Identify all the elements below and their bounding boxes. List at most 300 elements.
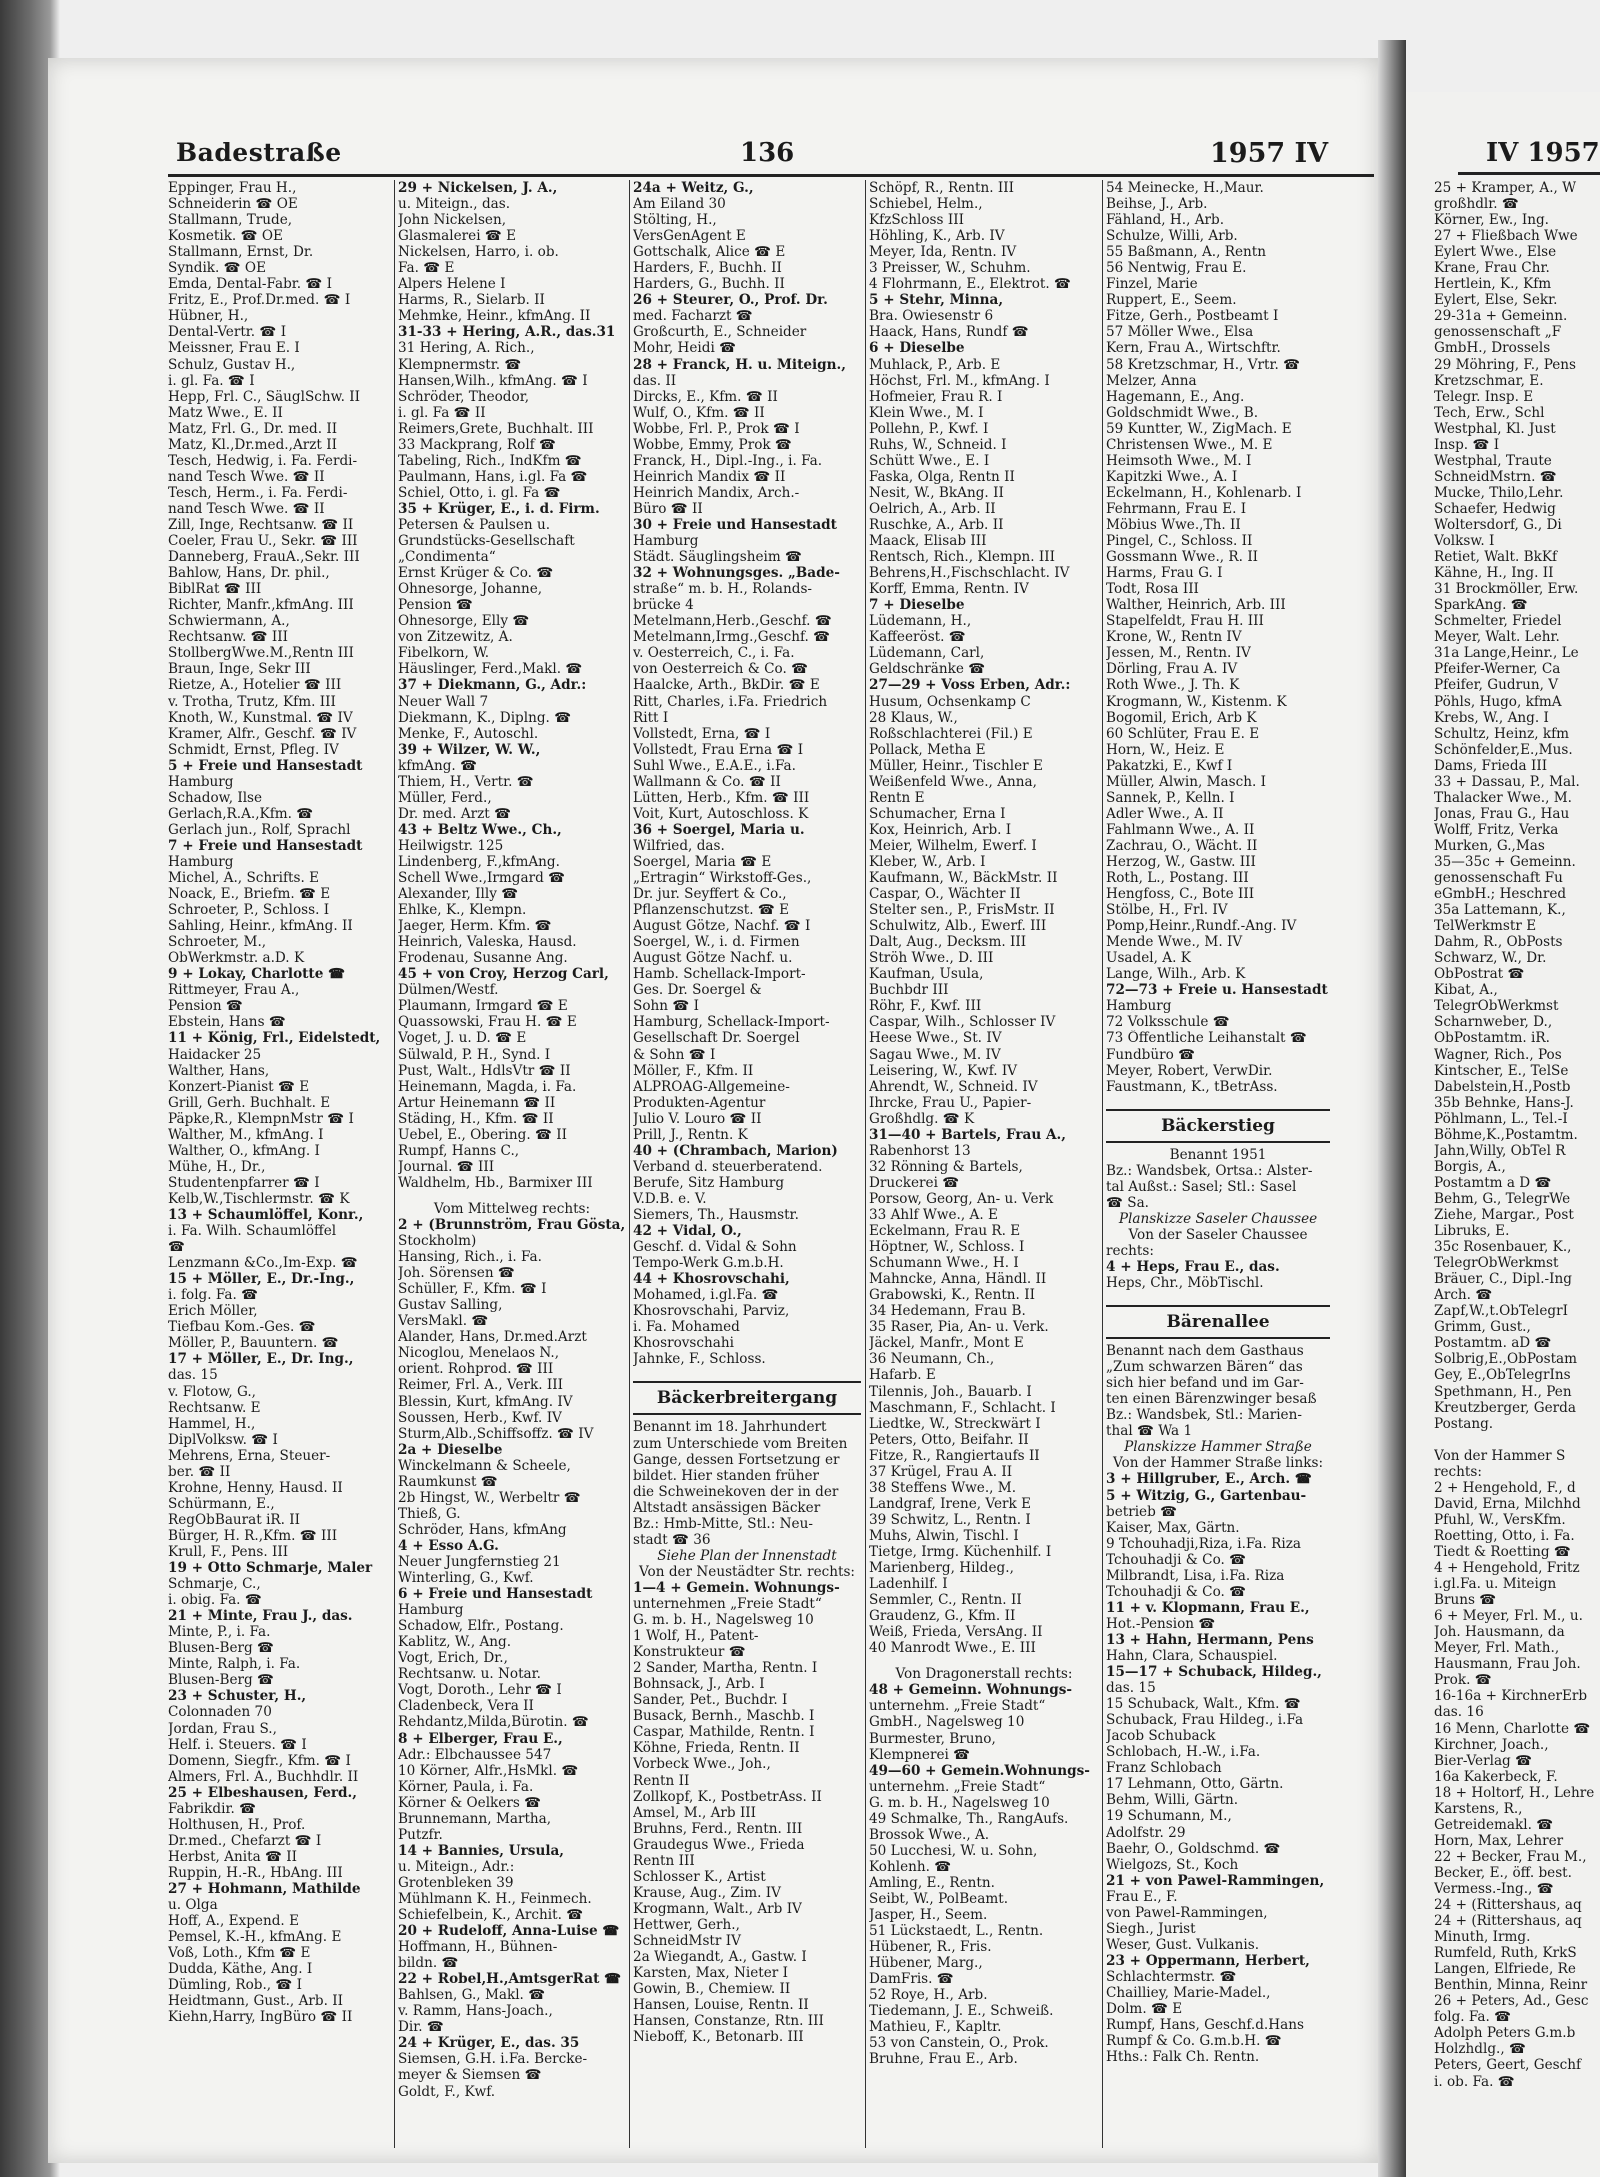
directory-entry: Körner, Paula, i. Fa.: [398, 1778, 534, 1795]
directory-entry: Christensen Wwe., M. E: [1106, 436, 1273, 453]
directory-entry: Eppinger, Frau H.,: [168, 180, 297, 196]
directory-entry: 1—4 + Gemein. Wohnungs-: [633, 1579, 840, 1596]
directory-entry: 38 Steffens Wwe., M.: [869, 1479, 1017, 1496]
directory-entry: Vollstedt, Frau Erna ☎ I: [633, 741, 804, 758]
directory-entry: Fitze, Gerh., Postbeamt I: [1106, 308, 1279, 325]
directory-entry: Hagemann, E., Ang.: [1106, 388, 1245, 405]
directory-entry: Vermess.-Ing., ☎: [1434, 1880, 1554, 1897]
directory-entry: [1106, 1291, 1330, 1301]
directory-entry: Müller, Ferd.,: [398, 789, 492, 806]
directory-entry: 73 Öffentliche Leihanstalt ☎: [1106, 1030, 1307, 1047]
directory-entry: Todt, Rosa III: [1106, 581, 1199, 598]
directory-entry: Glasmalerei ☎ E: [398, 228, 517, 245]
directory-entry: Goldschmidt Wwe., B.: [1106, 404, 1259, 421]
street-header: Badestraße: [176, 138, 342, 167]
directory-entry: Chailliey, Marie-Madel.,: [1106, 1984, 1271, 2001]
directory-entry: 35a Lattemann, K.,: [1434, 902, 1566, 919]
directory-entry: Schürmann, E.,: [168, 1495, 275, 1512]
directory-entry: 32 + Wohnungsges. „Bade-: [633, 565, 840, 582]
directory-entry: Dir. ☎: [398, 2019, 444, 2036]
directory-entry: Hamburg: [1106, 998, 1172, 1015]
directory-entry: Rumfeld, Ruth, KrkS: [1434, 1945, 1577, 1962]
directory-entry: Hamb. Schellack-Import-: [633, 966, 806, 983]
directory-entry: ALPROAG-Allgemeine-: [633, 1078, 790, 1095]
directory-entry: Gustav Salling,: [398, 1297, 503, 1314]
directory-entry: Horn, W., Heiz. E: [1106, 741, 1225, 758]
directory-entry: Schiefelbein, K., Archit. ☎: [398, 1907, 584, 1924]
directory-entry: Schiebel, Helm.,: [869, 196, 983, 213]
directory-entry: Waldhelm, Hb., Barmixer III: [398, 1174, 593, 1191]
directory-entry: Ebstein, Hans ☎: [168, 1014, 286, 1031]
directory-entry: Pollack, Metha E: [869, 741, 986, 758]
directory-entry: Von der Neustädter Str. rechts:: [638, 1563, 855, 1580]
directory-entry: Städt. Säuglingsheim ☎: [633, 549, 802, 566]
directory-entry: Danneberg, FrauA.,Sekr. III: [168, 549, 360, 566]
directory-entry: 4 Flohrmann, E., Elektrot. ☎: [869, 276, 1071, 293]
directory-entry: Hahn, Clara, Schauspiel.: [1106, 1647, 1278, 1664]
directory-entry: 72—73 + Freie u. Hansestadt: [1106, 982, 1328, 999]
directory-entry: Karsten, Max, Nieter I: [633, 1965, 788, 1982]
directory-entry: Kern, Frau A., Wirtschftr.: [1106, 340, 1281, 357]
directory-entry: Paulmann, Hans, i.gl. Fa ☎: [398, 468, 588, 485]
directory-entry: 33 + Dassau, P., Mal.: [1434, 773, 1580, 790]
directory-entry: Nieboff, K., Betonarb. III: [633, 2029, 804, 2046]
directory-entry: Ernst Krüger & Co. ☎: [398, 565, 554, 582]
directory-entry: Krohne, Henny, Hausd. II: [168, 1479, 343, 1496]
directory-entry: die Schweinekoven der in der: [633, 1483, 839, 1500]
directory-entry: med. Facharzt ☎: [633, 308, 753, 325]
directory-entry: Schröder, Theodor,: [398, 388, 530, 405]
directory-entry: Büro ☎ II: [633, 500, 703, 517]
directory-entry: Pfuhl, W., VersKfm.: [1434, 1511, 1566, 1528]
directory-entry: von Oesterreich & Co. ☎: [633, 661, 809, 678]
directory-entry: Ruhs, W., Schneid. I: [869, 436, 1007, 453]
directory-entry: 24a + Weitz, G.,: [633, 180, 754, 196]
directory-entry: Metelmann,Herb.,Geschf. ☎: [633, 613, 832, 630]
directory-entry: Bräuer, C., Dipl.-Ing: [1434, 1271, 1572, 1288]
directory-entry: nand Tesch Wwe. ☎ II: [168, 500, 325, 517]
directory-entry: Karstens, R.,: [1434, 1800, 1523, 1817]
directory-entry: 23 + Schuster, H.,: [168, 1688, 307, 1705]
directory-entry: Meyer, Walt. Lehr.: [1434, 629, 1560, 646]
directory-entry: 44 + Khosrovschahi,: [633, 1271, 790, 1288]
directory-entry: Produkten-Agentur: [633, 1094, 766, 1111]
directory-entry: Husum, Ochsenkamp C: [869, 693, 1031, 710]
directory-entry: 59 Kuntter, W., ZigMach. E: [1106, 420, 1292, 437]
directory-entry: Von Dragonerstall rechts:: [895, 1666, 1073, 1683]
directory-entry: Tiedt & Roetting ☎: [1434, 1543, 1571, 1560]
directory-entry: 37 Krügel, Frau A. II: [869, 1463, 1013, 1480]
directory-entry: 23 + Oppermann, Herbert,: [1106, 1952, 1310, 1969]
directory-entry: Insp. ☎ I: [1434, 436, 1500, 453]
directory-entry: „Zum schwarzen Bären“ das: [1106, 1359, 1303, 1376]
directory-entry: 21 + von Pawel-Rammingen,: [1106, 1872, 1325, 1889]
directory-entry: Körner & Oelkers ☎: [398, 1794, 542, 1811]
directory-entry: Pension ☎: [398, 597, 473, 614]
directory-entry: 28 + Franck, H. u. Miteign.,: [633, 356, 847, 373]
directory-entry: Cladenbeck, Vera II: [398, 1698, 534, 1715]
directory-entry: Bra. Owiesenstr 6: [869, 308, 994, 325]
column-divider: [394, 180, 395, 2148]
directory-entry: Hamburg: [633, 533, 699, 550]
directory-entry: Wilfried, das.: [633, 837, 725, 854]
directory-entry: Planskizze Hammer Straße: [1124, 1439, 1312, 1456]
directory-entry: Hertlein, K., Kfm: [1434, 276, 1552, 293]
directory-entry: Schmarje, C.,: [168, 1576, 261, 1593]
directory-entry: Korff, Emma, Rentn. IV: [869, 581, 1029, 598]
directory-entry: Sülwald, P. H., Synd. I: [398, 1046, 551, 1063]
directory-entry: Hot.-Pension ☎: [1106, 1615, 1216, 1632]
directory-entry: Kibat, A.,: [1434, 982, 1498, 999]
directory-entry: folg. Fa. ☎: [1434, 2009, 1512, 2026]
directory-entry: Kapitzki Wwe., A. I: [1106, 468, 1238, 485]
directory-entry: Pollehn, P., Kwf. I: [869, 420, 989, 437]
directory-entry: Stölbe, H., Frl. IV: [1106, 902, 1228, 919]
directory-entry: Benannt nach dem Gasthaus: [1106, 1343, 1304, 1360]
directory-entry: Nicoglou, Menelaos N.,: [398, 1345, 560, 1362]
directory-entry: Almers, Frl. A., Buchhdlr. II: [168, 1768, 359, 1785]
directory-entry: Möller, P., Bauuntern. ☎: [168, 1335, 339, 1352]
directory-entry: Roetting, Otto, i. Fa.: [1434, 1527, 1575, 1544]
directory-entry: 31 Brockmöller, Erw.: [1434, 581, 1579, 598]
directory-entry: Sander, Pet., Buchdr. I: [633, 1692, 788, 1709]
directory-entry: Siegh., Jurist: [1106, 1920, 1196, 1937]
directory-entry: rechts:: [1106, 1242, 1154, 1259]
directory-entry: Meyer, Ida, Rentn. IV: [869, 244, 1017, 261]
directory-entry: Matz, Frl. G., Dr. med. II: [168, 420, 338, 437]
directory-entry: i. gl. Fa ☎ II: [398, 404, 486, 421]
directory-entry: Getreidemakl. ☎: [1434, 1816, 1554, 1833]
directory-entry: u. Miteign., Adr.:: [398, 1858, 515, 1875]
directory-entry: 49—60 + Gemein.Wohnungs-: [869, 1762, 1090, 1779]
directory-entry: 72 Volksschule ☎: [1106, 1014, 1230, 1031]
directory-entry: Borgis, A.,: [1434, 1158, 1506, 1175]
directory-entry: Siehe Plan der Innenstadt: [657, 1547, 837, 1564]
directory-entry: Schultz, Heinz, kfm: [1434, 725, 1570, 742]
edition-year: 1957 IV: [1210, 138, 1329, 169]
directory-entry: Pöhls, Hugo, kfmA: [1434, 693, 1562, 710]
directory-entry: 24 + (Rittershaus, aq: [1434, 1897, 1582, 1914]
directory-entry: thal ☎ Wa 1: [1106, 1423, 1193, 1440]
directory-entry: Bz.: Hmb-Mitte, Stl.: Neu-: [633, 1515, 813, 1532]
directory-entry: Tesch, Herm., i. Fa. Ferdi-: [168, 484, 348, 501]
directory-entry: Graudenz, G., Kfm. II: [869, 1608, 1016, 1625]
directory-entry: Dülmen/Westf.: [398, 982, 499, 999]
directory-entry: Kleber, W., Arb. I: [869, 853, 986, 870]
directory-entry: Weiß, Frieda, VersAng. II: [869, 1624, 1043, 1641]
directory-entry: 18 + Holtorf, H., Lehre: [1434, 1784, 1595, 1801]
directory-entry: Dircks, E., Kfm. ☎ II: [633, 388, 778, 405]
directory-entry: das. 15: [168, 1367, 218, 1384]
directory-entry: Krone, W., Rentn IV: [1106, 629, 1242, 646]
directory-entry: Nesit, W., BkAng. II: [869, 484, 1004, 501]
directory-entry: Mehrens, Erna, Steuer-: [168, 1447, 331, 1464]
directory-entry: 53 von Canstein, O., Prok.: [869, 2035, 1049, 2052]
directory-entry: Marienberg, Hildeg.,: [869, 1560, 1014, 1577]
directory-entry: Schumann Wwe., H. I: [869, 1255, 1019, 1272]
directory-entry: Mühlmann K. H., Feinmech.: [398, 1890, 592, 1907]
directory-entry: Alander, Hans, Dr.med.Arzt: [398, 1329, 587, 1346]
directory-entry: orient. Rohprod. ☎ III: [398, 1361, 554, 1378]
directory-entry: Peters, Geert, Geschf: [1434, 2057, 1582, 2074]
directory-entry: 30 + Freie und Hansestadt: [633, 516, 837, 533]
directory-entry: Krull, F., Pens. III: [168, 1543, 289, 1560]
right-page-header-rule: [1458, 172, 1600, 175]
directory-entry: 55 Baßmann, A., Rentn: [1106, 244, 1266, 261]
directory-entry: Schmidt, Ernst, Pfleg. IV: [168, 741, 339, 758]
directory-entry: Richter, Manfr.,kfmAng. III: [168, 597, 354, 614]
directory-entry: Burmester, Bruno,: [869, 1730, 996, 1747]
directory-entry: 1 Wolf, H., Patent-: [633, 1628, 759, 1645]
directory-entry: ber. ☎ II: [168, 1463, 231, 1480]
directory-entry: Rabenhorst 13: [869, 1142, 971, 1159]
directory-entry: Eckelmann, Frau R. E: [869, 1223, 1021, 1240]
directory-entry: Kretzschmar, E.: [1434, 372, 1544, 389]
directory-entry: Bürger, H. R.,Kfm. ☎ III: [168, 1527, 338, 1544]
directory-entry: Leisering, W., Kwf. IV: [869, 1062, 1018, 1079]
directory-entry: Braun, Inge, Sekr III: [168, 661, 311, 678]
directory-entry: Mathieu, F., Kapltr.: [869, 2019, 1002, 2036]
directory-entry: Schütt Wwe., E. I: [869, 452, 990, 469]
directory-entry: Maack, Elisab III: [869, 533, 987, 550]
directory-entry: Kaufmann, W., BäckMstr. II: [869, 870, 1058, 887]
directory-entry: 48 + Gemeinn. Wohnungs-: [869, 1682, 1073, 1699]
directory-entry: Winterling, G., Kwf.: [398, 1570, 534, 1587]
directory-entry: 28 Klaus, W.,: [869, 709, 958, 726]
directory-entry: Schroeter, M.,: [168, 934, 267, 951]
directory-entry: Ohnesorge, Johanne,: [398, 581, 543, 598]
directory-entry: Rehdantz,Milda,Bürotin. ☎: [398, 1714, 589, 1731]
directory-entry: Kosmetik. ☎ OE: [168, 228, 283, 245]
directory-entry: Ehlke, K., Klempn.: [398, 902, 527, 919]
directory-entry: 14 + Bannies, Ursula,: [398, 1842, 565, 1859]
directory-entry: Schroeter, P., Schloss. I: [168, 902, 330, 919]
directory-entry: Postamtm a D ☎: [1434, 1174, 1552, 1191]
directory-column-5: [1106, 180, 1330, 2150]
directory-entry: 33 Ahlf Wwe., A. E: [869, 1207, 998, 1223]
directory-entry: Krane, Frau Chr.: [1434, 260, 1550, 277]
directory-entry: Rumpf & Co. G.m.b.H. ☎: [1106, 2033, 1282, 2050]
directory-entry: 58 Kretzschmar, H., Vrtr. ☎: [1106, 356, 1301, 373]
directory-entry: Schröder, Hans, kfmAng: [398, 1521, 567, 1538]
directory-entry: Harders, G., Buchh. II: [633, 276, 785, 293]
directory-entry: Adler Wwe., A. II: [1106, 805, 1224, 822]
directory-entry: Haack, Hans, Rundf ☎: [869, 324, 1029, 341]
directory-entry: Mohr, Heidi ☎: [633, 340, 737, 357]
directory-entry: Hammel, H.,: [168, 1415, 256, 1432]
directory-entry: Kramer, Alfr., Geschf. ☎ IV: [168, 725, 357, 742]
directory-entry: Neuer Jungfernstieg 21: [398, 1553, 561, 1570]
directory-entry: Vollstedt, Erna, ☎ I: [633, 725, 771, 742]
directory-entry: „Condimenta“: [398, 549, 496, 566]
directory-entry: Von der Hammer S: [1434, 1447, 1566, 1464]
directory-entry: Tiefbau Kom.-Ges. ☎: [168, 1319, 316, 1336]
directory-entry: Jäckel, Manfr., Mont E: [869, 1335, 1024, 1352]
directory-entry: Wagner, Rich., Pos: [1434, 1046, 1562, 1063]
directory-entry: Schumacher, Erna I: [869, 805, 1006, 822]
directory-entry: 26 + Peters, Ad., Gesc: [1434, 1993, 1589, 2010]
directory-entry: Domenn, Siegfr., Kfm. ☎ I: [168, 1752, 351, 1769]
directory-entry: DamFris. ☎: [869, 1971, 954, 1988]
directory-entry: Thieß, G.: [398, 1505, 461, 1522]
directory-entry: Kiehn,Harry, IngBüro ☎ II: [168, 2009, 353, 2026]
directory-entry: Caspar, Mathilde, Rentn. I: [633, 1724, 815, 1741]
directory-entry: Journal. ☎ III: [398, 1158, 495, 1175]
directory-entry: Wolff, Fritz, Verka: [1434, 821, 1559, 838]
directory-entry: Amsel, M., Arb III: [633, 1804, 757, 1821]
directory-entry: Fähland, H., Arb.: [1106, 212, 1225, 229]
directory-column-4: [869, 180, 1099, 2150]
directory-entry: Hübener, R., Fris.: [869, 1939, 992, 1956]
directory-entry: Konstrukteur ☎: [633, 1644, 746, 1661]
directory-entry: 20 + Rudeloff, Anna-Luise ☎: [398, 1923, 620, 1940]
directory-entry: Wobbe, Emmy, Prok ☎: [633, 436, 792, 453]
directory-entry: Mucke, Thilo,Lehr.: [1434, 484, 1564, 501]
directory-entry: Behrens,H.,Fischschlacht. IV: [869, 565, 1070, 582]
directory-entry: 2 + Hengehold, F., d: [1434, 1479, 1576, 1496]
directory-entry: Sagau Wwe., M. IV: [869, 1046, 1001, 1063]
directory-entry: Häuslinger, Ferd.,Makl. ☎: [398, 661, 583, 678]
directory-entry: Buchbdr III: [869, 982, 949, 999]
directory-entry: Suhl Wwe., E.A.E., i.Fa.: [633, 757, 796, 774]
directory-entry: TelWerkmstr E: [1434, 918, 1537, 935]
directory-entry: v. Ramm, Hans-Joach.,: [398, 2003, 553, 2020]
directory-entry: Gesellschaft Dr. Soergel: [633, 1030, 800, 1047]
directory-entry: SchneidMstr IV: [633, 1932, 741, 1949]
directory-entry: v. Trotha, Trutz, Kfm. III: [168, 693, 336, 710]
directory-entry: Walther, M., kfmAng. I: [168, 1126, 324, 1143]
directory-entry: Kirchner, Joach.,: [1434, 1736, 1549, 1753]
directory-entry: Minte, Ralph, i. Fa.: [168, 1656, 301, 1673]
directory-entry: Meier, Wilhelm, Ewerf. I: [869, 837, 1037, 854]
directory-entry: 37 + Diekmann, G., Adr.:: [398, 677, 587, 694]
directory-entry: Finzel, Marie: [1106, 276, 1198, 293]
directory-entry: Rietze, A., Hotelier ☎ III: [168, 677, 342, 694]
directory-entry: 13 + Hahn, Hermann, Pens: [1106, 1631, 1314, 1648]
directory-entry: Libruks, E.: [1434, 1223, 1510, 1240]
directory-entry: Gerlach jun., Rolf, Sprachl: [168, 821, 351, 838]
directory-entry: Zachrau, O., Wächt. II: [1106, 837, 1258, 854]
directory-entry: Woltersdorf, G., Di: [1434, 516, 1562, 533]
directory-entry: Walther, Heinrich, Arb. III: [1106, 597, 1286, 614]
directory-entry: Hepp, Frl. C., SäuglSchw. II: [168, 388, 361, 405]
directory-entry: 15 + Möller, E., Dr.-Ing.,: [168, 1271, 355, 1288]
directory-entry: Reimers,Grete, Buchhalt. III: [398, 420, 594, 437]
directory-entry: Stapelfeldt, Frau H. III: [1106, 613, 1264, 630]
directory-entry: VersGenAgent E: [633, 228, 746, 245]
directory-entry: Schulze, Willi, Arb.: [1106, 228, 1238, 245]
right-page-column: [1434, 180, 1600, 2090]
directory-entry: 27—29 + Voss Erben, Adr.:: [869, 677, 1071, 694]
directory-entry: Bz.: Wandsbek, Ortsa.: Alster-: [1106, 1162, 1313, 1179]
directory-entry: Studentenpfarrer ☎ I: [168, 1174, 320, 1191]
directory-entry: Sahling, Heinr., kfmAng. II: [168, 918, 353, 935]
directory-entry: Fabrikdir. ☎: [168, 1800, 257, 1817]
directory-entry: DiplVolksw. ☎ I: [168, 1431, 278, 1448]
street-section-heading: Bärenallee: [1106, 1305, 1330, 1339]
directory-entry: Fibelkorn, W.: [398, 645, 490, 662]
directory-entry: 21 + Minte, Frau J., das.: [168, 1608, 353, 1625]
directory-entry: Planskizze Saseler Chaussee: [1118, 1210, 1318, 1227]
directory-entry: 3 Preisser, W., Schuhm.: [869, 260, 1031, 277]
directory-entry: Diekmann, K., Diplng. ☎: [398, 709, 572, 726]
directory-entry: Seibt, W., PolBeamt.: [869, 1890, 1009, 1907]
directory-entry: Winckelmann & Scheele,: [398, 1457, 571, 1474]
directory-entry: Benannt im 18. Jahrhundert: [633, 1419, 827, 1436]
directory-entry: Tesch, Hedwig, i. Fa. Ferdi-: [168, 452, 358, 469]
directory-entry: David, Erna, Milchhd: [1434, 1495, 1581, 1512]
directory-entry: Pfeifer, Gudrun, V: [1434, 677, 1559, 694]
directory-entry: betrieb ☎: [1106, 1503, 1178, 1520]
directory-entry: Peters, Otto, Beifahr. II: [869, 1431, 1029, 1448]
directory-entry: Meissner, Frau E. I: [168, 340, 300, 357]
directory-entry: 36 Neumann, Ch.,: [869, 1351, 995, 1368]
directory-entry: 50 Lucchesi, W. u. Sohn,: [869, 1842, 1038, 1859]
directory-entry: Schwarz, W., Dr.: [1434, 950, 1547, 967]
directory-entry: Wobbe, Frl. P., Prok ☎ I: [633, 420, 800, 437]
directory-entry: Gossmann Wwe., R. II: [1106, 549, 1259, 566]
header-rule: [168, 174, 1374, 177]
directory-entry: Lüdemann, Carl,: [869, 645, 985, 662]
directory-entry: 40 + (Chrambach, Marion): [633, 1142, 838, 1159]
directory-entry: Voget, J. u. D. ☎ E: [398, 1030, 527, 1047]
directory-entry: & Sohn ☎ I: [633, 1046, 716, 1063]
street-section-heading: Bäckerstieg: [1106, 1109, 1330, 1143]
directory-entry: Klempnermstr. ☎: [398, 356, 522, 373]
directory-entry: Klein Wwe., M. I: [869, 404, 984, 421]
directory-entry: [1434, 1432, 1600, 1448]
directory-entry: Soergel, Maria ☎ E: [633, 853, 772, 870]
directory-entry: Kreutzberger, Gerda: [1434, 1399, 1576, 1416]
directory-entry: Höchst, Frl. M., kfmAng. I: [869, 372, 1050, 389]
directory-entry: Alpers Helene I: [398, 276, 506, 293]
directory-entry: Lüdemann, H.,: [869, 613, 972, 630]
directory-entry: 4 + Heps, Frau E., das.: [1106, 1259, 1280, 1275]
directory-entry: u. Olga: [168, 1897, 218, 1914]
directory-entry: Sannek, P., Kelln. I: [1106, 789, 1235, 806]
directory-entry: Ritt I: [633, 709, 669, 726]
directory-entry: Hamburg, Schellack-Import-: [633, 1014, 830, 1031]
directory-entry: Dabelstein,H.,Postb: [1434, 1078, 1571, 1095]
directory-entry: Dudda, Käthe, Ang. I: [168, 1961, 313, 1978]
directory-entry: Murken, G.,Mas: [1434, 837, 1545, 854]
directory-entry: 35 Raser, Pia, An- u. Verk.: [869, 1319, 1049, 1336]
directory-entry: Tietge, Irmg. Küchenhilf. I: [869, 1543, 1052, 1560]
directory-entry: Siemsen, G.H. i.Fa. Bercke-: [398, 2051, 588, 2068]
directory-entry: Muhs, Alwin, Tischl. I: [869, 1527, 1019, 1544]
directory-entry: Ladenhilf. I: [869, 1576, 948, 1593]
directory-entry: Bruns ☎: [1434, 1592, 1497, 1609]
directory-entry: Haalcke, Arth., BkDir. ☎ E: [633, 677, 820, 694]
directory-entry: Ruschke, A., Arb. II: [869, 516, 1004, 533]
directory-entry: Schlachtermstr. ☎: [1106, 1968, 1237, 1985]
directory-entry: Scharnweber, D.,: [1434, 1014, 1553, 1031]
directory-entry: 6 + Dieselbe: [869, 340, 965, 357]
directory-entry: Langen, Elfriede, Re: [1434, 1961, 1576, 1978]
directory-entry: Müller, Alwin, Masch. I: [1106, 773, 1266, 790]
directory-entry: Heinrich, Valeska, Hausd.: [398, 934, 577, 951]
directory-entry: Neuer Wall 7: [398, 693, 489, 710]
directory-entry: das. II: [633, 372, 677, 389]
directory-entry: Benannt 1951: [1169, 1146, 1267, 1163]
directory-entry: Coeler, Frau U., Sekr. ☎ III: [168, 533, 358, 550]
directory-entry: 31—40 + Bartels, Frau A.,: [869, 1126, 1066, 1143]
directory-entry: Fitze, R., Rangiertaufs II: [869, 1447, 1040, 1464]
directory-entry: Minte, P., i. Fa.: [168, 1624, 271, 1641]
directory-entry: Schmelter, Friedel: [1434, 613, 1562, 630]
directory-entry: 19 + Otto Schmarje, Maler: [168, 1560, 373, 1577]
directory-entry: Petersen & Paulsen u.: [398, 516, 551, 533]
